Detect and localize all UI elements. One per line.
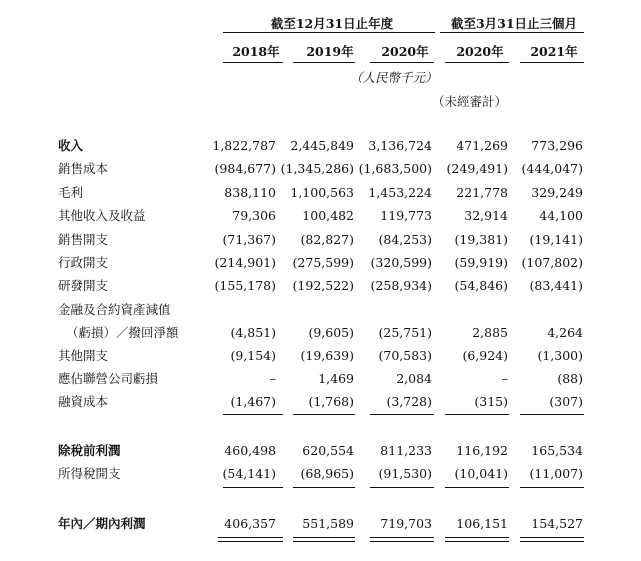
cell: (9,154): [230, 348, 276, 363]
tax-rule-2020: [370, 487, 434, 488]
row-other-expenses: [0, 346, 641, 366]
row-impairment-heading: [0, 300, 641, 320]
cell: (10,041): [454, 466, 508, 481]
subtotal-rule-2020-q1: [445, 414, 509, 415]
tax-rule-2021-q1: [520, 487, 584, 488]
subtotal-rule-2019: [293, 414, 355, 415]
row-label: 年內／期內利潤: [58, 516, 146, 531]
cell: (82,827): [300, 232, 354, 247]
row-gross-profit: [0, 183, 641, 203]
subtotal-rule-2020: [370, 414, 434, 415]
cell: 1,453,224: [368, 185, 432, 200]
cell: 2,445,849: [290, 138, 354, 153]
cell: (444,047): [521, 161, 583, 176]
row-revenue: [0, 136, 641, 156]
tax-rule-2019: [293, 487, 355, 488]
total-double-rule-2020: [370, 537, 434, 542]
row-income-tax: [0, 464, 641, 484]
cell: (19,141): [529, 232, 583, 247]
row-admin-expenses: [0, 253, 641, 273]
tax-rule-2020-q1: [445, 487, 509, 488]
cell: (307): [549, 394, 583, 409]
cell: (54,846): [454, 278, 508, 293]
row-label: 研發開支: [58, 278, 109, 293]
row-label: 毛利: [58, 185, 84, 200]
row-finance-costs: [0, 392, 641, 412]
row-label: 融資成本: [58, 394, 109, 409]
unaudited-note: （未經審計）: [432, 94, 508, 109]
cell: (25,751): [378, 325, 432, 340]
year-header-2020-q1: 2020年: [456, 44, 504, 59]
row-label: 銷售開支: [58, 232, 109, 247]
cell: 165,534: [531, 443, 583, 458]
cell: (59,919): [454, 255, 508, 270]
cell: (54,141): [222, 466, 276, 481]
cell: (249,491): [446, 161, 508, 176]
cell: 719,703: [380, 516, 432, 531]
year-underline-2019: [293, 62, 355, 63]
row-selling-expenses: [0, 230, 641, 250]
cell: 460,498: [224, 443, 276, 458]
row-label: 其他收入及收益: [58, 208, 146, 223]
cell: (91,530): [378, 466, 432, 481]
row-other-income: [0, 206, 641, 226]
cell: (275,599): [292, 255, 354, 270]
cell: 2,084: [396, 371, 432, 386]
total-double-rule-2019: [293, 537, 355, 542]
cell: (258,934): [370, 278, 432, 293]
cell: 32,914: [464, 208, 508, 223]
cell: 3,136,724: [368, 138, 432, 153]
row-profit-for-period: [0, 514, 641, 534]
cell: 116,192: [456, 443, 508, 458]
tax-rule-2018: [223, 487, 283, 488]
row-label: 金融及合約資產減值: [58, 302, 171, 317]
cell: 838,110: [224, 185, 276, 200]
cell: 119,773: [380, 208, 432, 223]
cell: 79,306: [232, 208, 276, 223]
row-cost-of-sales: [0, 159, 641, 179]
year-underline-2020: [370, 62, 434, 63]
year-header-2020: 2020年: [381, 44, 429, 59]
year-underline-2020-q1: [445, 62, 509, 63]
row-label: 應佔聯營公司虧損: [58, 371, 159, 386]
cell: 44,100: [539, 208, 583, 223]
cell: (11,007): [529, 466, 583, 481]
row-associate-loss: [0, 369, 641, 389]
cell: 154,527: [531, 516, 583, 531]
total-double-rule-2020-q1: [445, 537, 509, 542]
row-label: 其他開支: [58, 348, 109, 363]
group-underline-quarter: [440, 32, 584, 33]
cell: 620,554: [302, 443, 354, 458]
total-double-rule-2018: [218, 537, 283, 542]
cell: (70,583): [378, 348, 432, 363]
cell: 4,264: [547, 325, 583, 340]
cell: (1,683,500): [358, 161, 432, 176]
cell: (88): [557, 371, 583, 386]
row-label: 所得稅開支: [58, 466, 121, 481]
cell: –: [501, 371, 508, 386]
currency-unit: （人民幣千元）: [350, 70, 438, 85]
cell: 329,249: [531, 185, 583, 200]
subtotal-rule-2021-q1: [520, 414, 584, 415]
cell: 100,482: [302, 208, 354, 223]
cell: (3,728): [386, 394, 432, 409]
cell: (1,300): [537, 348, 583, 363]
cell: 106,151: [456, 516, 508, 531]
year-header-2019: 2019年: [306, 44, 354, 59]
cell: (83,441): [529, 278, 583, 293]
row-label: 銷售成本: [58, 161, 109, 176]
year-underline-2018: [223, 62, 283, 63]
cell: 1,100,563: [290, 185, 354, 200]
cell: (1,768): [308, 394, 354, 409]
subtotal-rule-2018: [223, 414, 283, 415]
cell: 471,269: [456, 138, 508, 153]
cell: 551,589: [302, 516, 354, 531]
cell: 773,296: [531, 138, 583, 153]
year-header-2018: 2018年: [232, 44, 280, 59]
row-label: （虧損）／撥回淨額: [66, 325, 179, 340]
cell: (155,178): [214, 278, 276, 293]
cell: (68,965): [300, 466, 354, 481]
period-group-quarter: 截至3月31日止三個月: [450, 16, 578, 31]
row-label: 除稅前利潤: [58, 443, 121, 458]
cell: 1,822,787: [212, 138, 276, 153]
year-header-2021-q1: 2021年: [530, 44, 578, 59]
row-label: 收入: [58, 138, 84, 153]
cell: (107,802): [521, 255, 583, 270]
cell: 1,469: [318, 371, 354, 386]
row-rnd-expenses: [0, 276, 641, 296]
cell: (1,467): [230, 394, 276, 409]
cell: (315): [474, 394, 508, 409]
cell: (9,605): [308, 325, 354, 340]
cell: (192,522): [292, 278, 354, 293]
cell: 221,778: [456, 185, 508, 200]
cell: 406,357: [224, 516, 276, 531]
cell: (84,253): [378, 232, 432, 247]
cell: (19,381): [454, 232, 508, 247]
group-underline-year: [223, 32, 435, 33]
row-label: 行政開支: [58, 255, 109, 270]
cell: (984,677): [214, 161, 276, 176]
row-profit-before-tax: [0, 441, 641, 461]
cell: –: [269, 371, 276, 386]
cell: (320,599): [370, 255, 432, 270]
cell: (1,345,286): [280, 161, 354, 176]
cell: (71,367): [222, 232, 276, 247]
cell: (214,901): [214, 255, 276, 270]
total-double-rule-2021-q1: [520, 537, 584, 542]
cell: 2,885: [472, 325, 508, 340]
cell: (6,924): [462, 348, 508, 363]
cell: (19,639): [300, 348, 354, 363]
cell: (4,851): [230, 325, 276, 340]
row-impairment-net: [0, 323, 641, 343]
period-group-year: 截至12月31日止年度: [270, 16, 394, 31]
cell: 811,233: [380, 443, 432, 458]
year-underline-2021-q1: [520, 62, 584, 63]
